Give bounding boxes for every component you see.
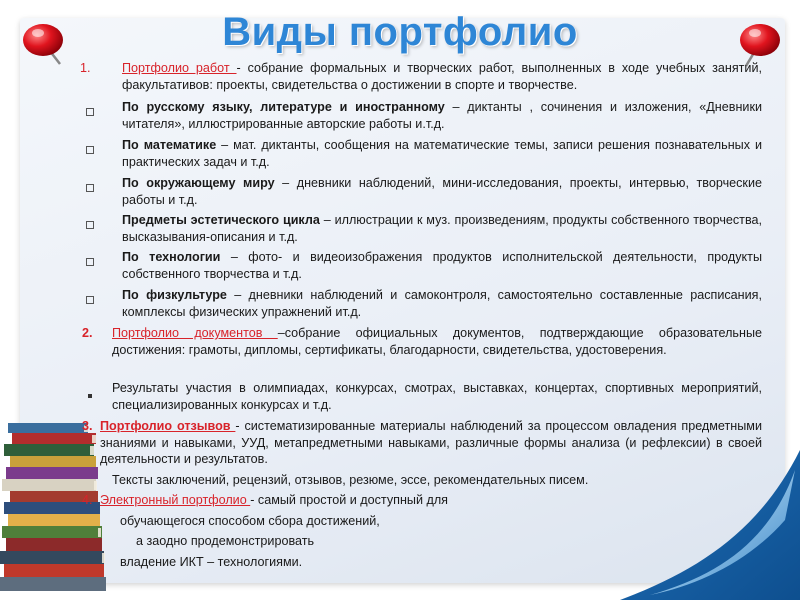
item-line-4: владение ИКТ – технологиями. [120,554,303,569]
list-item-aesthetic [122,212,762,245]
list-item-russian [122,99,762,132]
bullet-box-icon [86,254,94,271]
item-description: Результаты участия в олимпиадах, конкурсах, смотрах, выставках, концертах, спортивных мероприятий, специализированных конкурсах и т.д. [112,381,762,412]
item-heading: По математике [122,138,217,152]
bullet-square-icon [88,386,92,403]
item-description: – мат. диктанты, сообщения на математические темы, записи решения познавательных и практических задач и т.д. [122,138,762,169]
item-heading: По русскому языку, литературе и иностранному [122,100,445,114]
list-item-world [122,175,762,208]
list-number: 2. [82,326,93,340]
item-heading: По технологии [122,250,221,264]
item-description: –собрание официальных документов, подтверждающие образовательные достижения: грамоты, дипломы, сертификаты, благодарности, свидетельства, удостоверения. [112,326,762,357]
item-description: - систематизированные материалы наблюдений за процессом овладения предметными знаниями и навыками, УУД, метапредметными навыками, различные формы анализа (и рефлексии) в своей деятельности и результатов. [100,419,762,466]
item-line-3: а заодно продемонстрировать [136,534,315,548]
item-heading: По физкультуре [122,288,227,302]
list-item-results [112,380,762,413]
bullet-box-icon [86,142,94,159]
item-description: – дневники наблюдений, мини-исследования, проекты, интервью, творческие работы и т.д. [122,176,762,207]
list-item-math [122,137,762,170]
list-item-pe [122,287,762,320]
list-number: 4. [82,493,93,507]
item-line-2: обучающегося способом сбора достижений, [120,513,380,528]
bullet-box-icon [86,180,94,197]
item-description: – дневники наблюдений и самоконтроля, самостоятельно составленные расписания, комплексы физических упражнений ит.д. [122,288,762,319]
list-item-portfolio-works [80,60,762,93]
list-item-electronic-portfolio [82,492,660,570]
bullet-box-icon [86,104,94,121]
slide-title: Виды портфолио [222,10,578,54]
item-description: Тексты заключений, рецензий, отзывов, резюме, эссе, рекомендательных писем. [112,473,589,487]
bullet-box-icon [86,217,94,234]
item-description: – фото- и видеоизображения продуктов исполнительской деятельности, продукты собственного творчества и т.д. [122,250,762,281]
item-heading: Портфолио работ [122,61,237,75]
item-heading: По окружающему миру [122,176,275,190]
list-item-portfolio-documents [82,325,762,358]
item-description: - собрание формальных и творческих работ, выполненных в ходе учебных занятий, факультативов: проекты, свидетельства о достижении в спорте и творчестве. [122,61,762,92]
list-item-technology [122,249,762,282]
list-item-texts [112,472,762,489]
item-heading: Электронный портфолио [100,493,251,507]
item-description: – диктанты , сочинения и изложения, «Дневники читателя», иллюстрированные авторские работы и.т.д. [122,100,762,131]
bullet-box-icon [86,292,94,309]
item-heading: Портфолио отзывов [100,419,236,433]
item-description: - самый простой и доступный для [250,493,448,507]
list-number: 3. [82,419,93,433]
list-number: 1. [80,61,91,75]
item-heading: Предметы эстетического цикла [122,213,320,227]
item-heading: Портфолио документов [112,326,278,340]
item-description: – иллюстрации к муз. произведениям, продукты собственного творчества, высказывания-описания и т.д. [122,213,762,244]
list-item-portfolio-reviews [82,418,762,468]
